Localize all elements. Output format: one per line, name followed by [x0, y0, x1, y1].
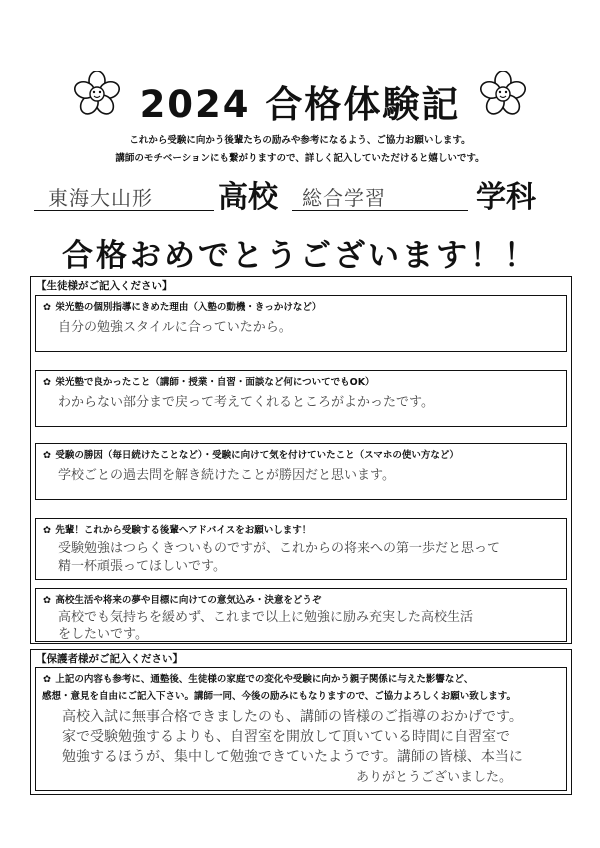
question-box-aspirations — [35, 588, 567, 642]
student-section-label: 【生徒様がご記入ください】 — [36, 280, 173, 292]
question-text: 栄光塾の個別指導にきめた理由（入塾の動機・きっかけなど） — [55, 302, 322, 313]
page-title: 2024 合格体験記 — [139, 83, 461, 126]
question-text: 栄光塾で良かったこと（講師・授業・自習・面談など何についてでもOK） — [55, 377, 375, 388]
guardian-answer-box — [35, 667, 567, 791]
intro-line-1: これから受験に向かう後輩たちの励みや参考になるよう、ご協力お願いします。 — [129, 135, 471, 146]
flower-bullet-icon: ✿ — [43, 450, 51, 461]
intro-line-2: 講師のモチベーションにも繋がりますので、詳しく記入していただけると嬉しいです。 — [115, 153, 485, 164]
question-text: 先輩！これから受験する後輩へアドバイスをお願いします！ — [55, 525, 312, 536]
question-text: 上記の内容も参考に、通塾後、生徒様の家庭での変化や受験に向かう親子関係に与えた影響など、 — [55, 674, 474, 685]
congratulations-heading: 合格おめでとうございます！！ — [62, 238, 538, 274]
question-text: 受験の勝因（毎日続けたことなど）・受験に向けて気を付けていたこと（スマホの使い方など） — [55, 450, 459, 461]
answer-line: わからない部分まで戻って考えてくれるところがよかったです。 — [58, 395, 434, 410]
question-box-good-points — [35, 370, 567, 427]
answer-line: 家で受験勉強するよりも、自習室を開放して頂いている時間に自習室で — [62, 729, 510, 745]
flower-bullet-icon: ✿ — [43, 595, 51, 606]
guardian-section-label: 【保護者様がご記入ください】 — [36, 653, 183, 665]
answer-line: 学校ごとの過去問を解き続けたことが勝因だと思います。 — [58, 468, 395, 483]
flower-bullet-icon: ✿ — [43, 302, 51, 313]
answer-line: 高校でも気持ちを緩めず、これまで以上に勉強に励み充実した高校生活 — [58, 610, 473, 625]
flower-bullet-icon: ✿ — [43, 674, 51, 685]
question-box-reason — [35, 295, 567, 352]
question-box-advice — [35, 518, 567, 580]
question-box-success-factor — [35, 443, 567, 500]
question-text: 高校生活や将来の夢や目標に向けての意気込み・決意をどうぞ — [55, 595, 322, 606]
school-name-field — [34, 178, 214, 211]
answer-line: ありがとうございました。 — [356, 770, 513, 785]
department-name: 総合学習 — [302, 186, 386, 210]
department-name-field — [292, 178, 468, 211]
department-label: 学科 — [476, 180, 536, 215]
school-name: 東海大山形 — [48, 186, 153, 210]
answer-line: 受験勉強はつらくきついものですが、これからの将来への第一歩だと思って — [58, 541, 501, 556]
answer-line: 高校入試に無事合格できましたのも、講師の皆様のご指導のおかげです。 — [62, 709, 523, 725]
question-text-2: 感想・意見を自由にご記入下さい。講師一同、今後の励みにもなりますので、ご協力よろしくお願い致します。 — [42, 691, 517, 702]
flower-bullet-icon: ✿ — [43, 377, 51, 388]
answer-line: 精一杯頑張ってほしいです。 — [58, 559, 226, 574]
answer-line: をしたいです。 — [58, 627, 148, 642]
answer-line: 勉強するほうが、集中して勉強できていたようです。講師の皆様、本当に — [62, 749, 523, 765]
answer-line: 自分の勉強スタイルに合っていたから。 — [58, 320, 292, 335]
school-label: 高校 — [218, 180, 278, 215]
flower-bullet-icon: ✿ — [43, 525, 51, 536]
